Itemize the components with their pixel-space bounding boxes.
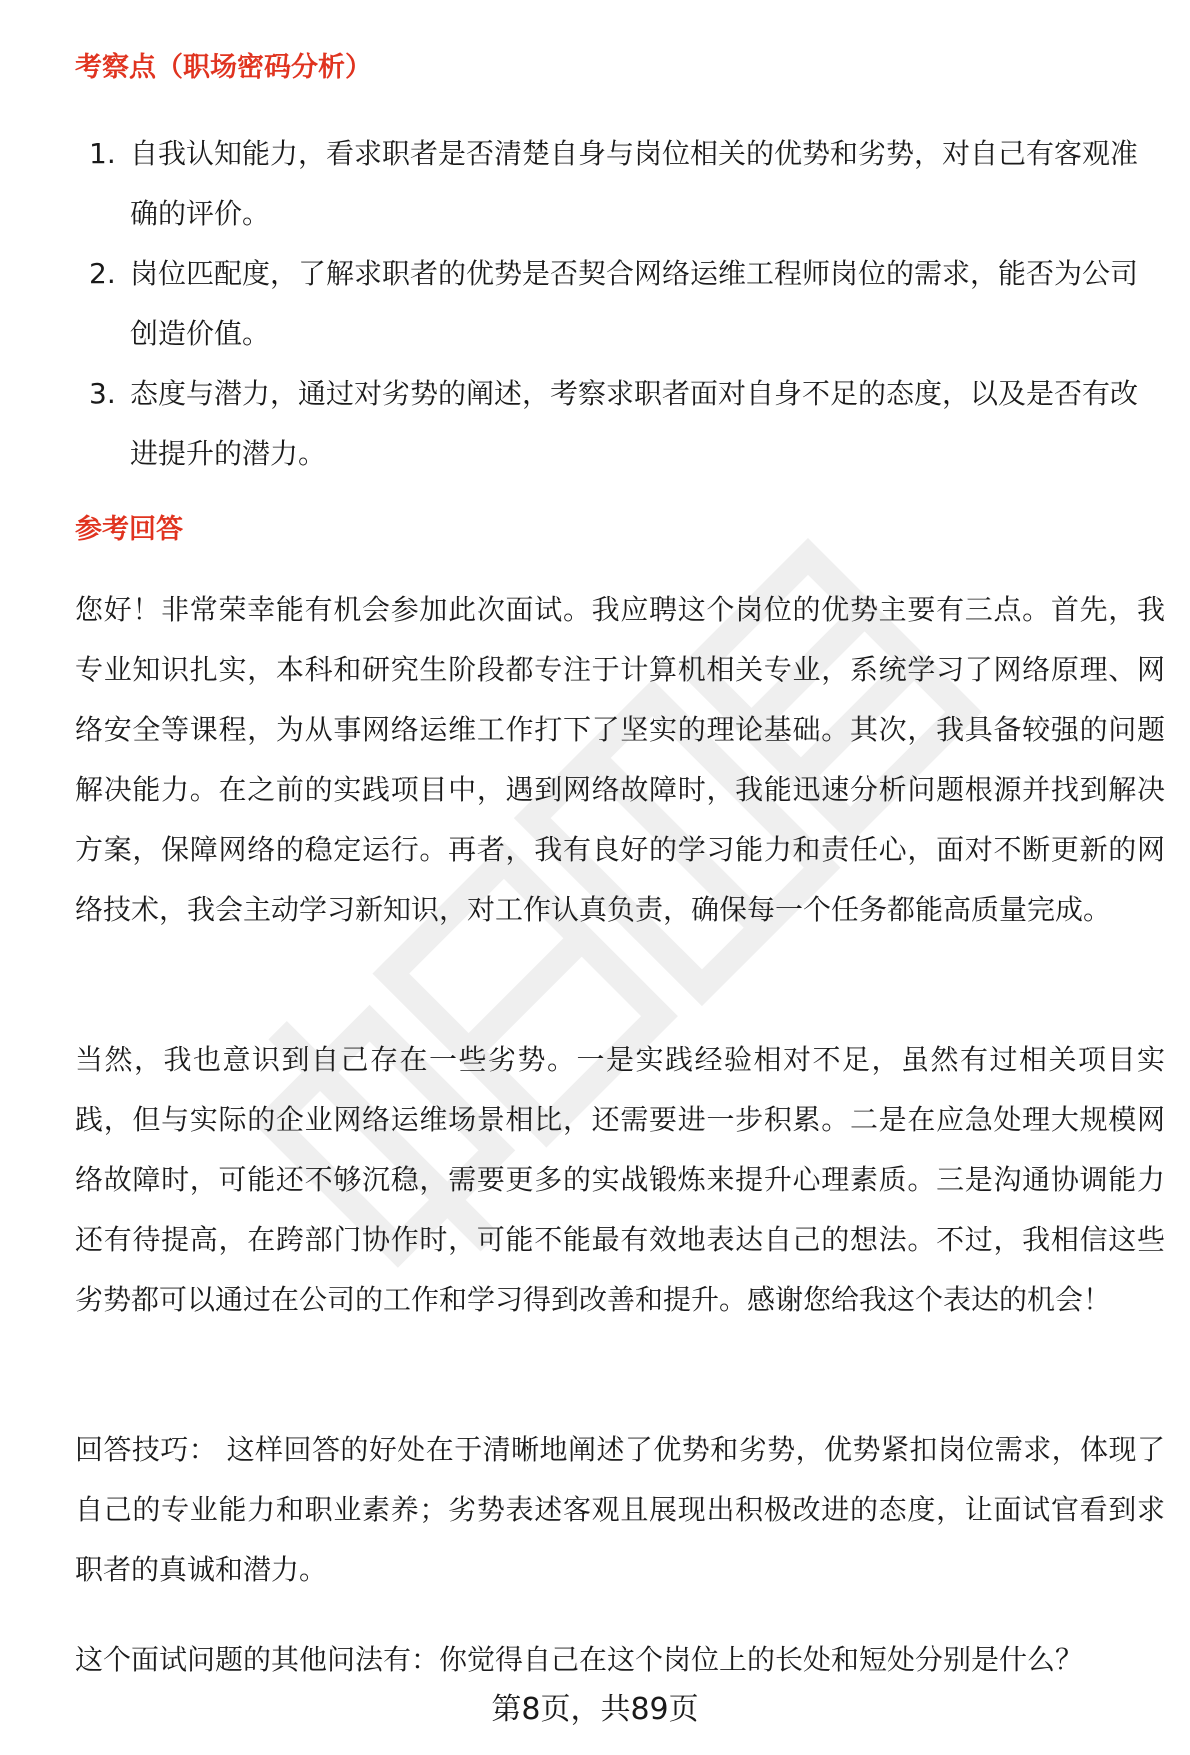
list-item-text: 自我认知能力，看求职者是否清楚自身与岗位相关的优势和劣势，对自己有客观准确的评价。 [130,137,1139,230]
answer-paragraph-weaknesses: 当然，我也意识到自己存在一些劣势。一是实践经验相对不足，虽然有过相关项目实践，但与实际的企业网络运维场景相比，还需要进一步积累。二是在应急处理大规模网络故障时，可能还不够沉稳，需要更多的实战锻炼来提升心理素质。三是沟通协调能力还有待提高，在跨部门协作时，可能不能最有效地表达自己的想法。不过，我相信这些劣势都可以通过在公司的工作和学习得到改善和提升。感谢您给我这个表达的机会！ [75,1043,1165,1316]
reference-answer-heading: 参考回答 [75,514,183,545]
list-item-number: 3. [89,377,116,410]
list-item-number: 2. [89,257,116,290]
list-item [75,244,1165,364]
list-item-text: 态度与潜力，通过对劣势的阐述，考察求职者面对自身不足的态度，以及是否有改进提升的潜力。 [130,377,1139,470]
answer-tips-paragraph: 回答技巧： 这样回答的好处在于清晰地阐述了优势和劣势，优势紧扣岗位需求，体现了自己的专业能力和职业素养；劣势表述客观且展现出积极改进的态度，让面试官看到求职者的真诚和潜力。 [75,1433,1165,1586]
exam-points-heading: 考察点（职场密码分析） [75,52,372,83]
exam-points-list [75,124,1165,484]
page-number-footer: 第8页，共89页 [491,1692,699,1727]
list-item-number: 1. [89,137,116,170]
list-item-text: 岗位匹配度，了解求职者的优势是否契合网络运维工程师岗位的需求，能否为公司创造价值。 [130,257,1139,350]
list-item [75,364,1165,484]
alternative-questions-paragraph: 这个面试问题的其他问法有：你觉得自己在这个岗位上的长处和短处分别是什么？ [75,1643,1084,1676]
list-item [75,124,1165,244]
answer-paragraph-strengths: 您好！非常荣幸能有机会参加此次面试。我应聘这个岗位的优势主要有三点。首先，我专业知识扎实，本科和研究生阶段都专注于计算机相关专业，系统学习了网络原理、网络安全等课程，为从事网络运维工作打下了坚实的理论基础。其次，我具备较强的问题解决能力。在之前的实践项目中，遇到网络故障时，我能迅速分析问题根源并找到解决方案，保障网络的稳定运行。再者，我有良好的学习能力和责任心，面对不断更新的网络技术，我会主动学习新知识，对工作认真负责，确保每一个任务都能高质量完成。 [75,593,1165,926]
